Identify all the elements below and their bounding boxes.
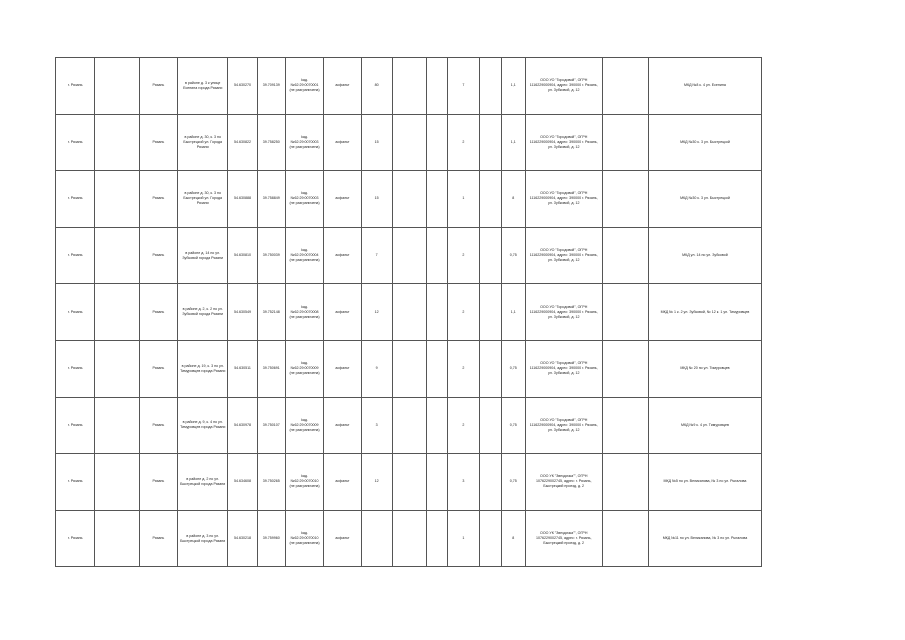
cell-land-plot: kaд.№62:29:0070004 (не разграничена) [285, 227, 323, 284]
cell-empty [95, 171, 139, 228]
table-row [56, 340, 762, 397]
table-row [56, 114, 762, 171]
cell-waste-source: МКД ул. 14 по ул. Зубковой [648, 227, 761, 284]
cell-location: в районе д. 14 по ул. Зубковой города Рязани [178, 227, 228, 284]
cell-empty [602, 510, 648, 567]
cell-district: Рязань [139, 454, 177, 511]
cell-city: г. Рязань [56, 510, 95, 567]
cell-container-volume: 0,75 [501, 397, 525, 454]
table-row [56, 227, 762, 284]
cell-longitude: 39.709139 [257, 58, 285, 115]
cell-longitude: 39.750691 [257, 340, 285, 397]
cell-empty [392, 114, 426, 171]
cell-empty [392, 510, 426, 567]
cell-location: в районе д. 9, к. 4 по ул. Тимуровцев города Рязани [178, 397, 228, 454]
cell-city: г. Рязань [56, 340, 95, 397]
cell-empty [479, 227, 501, 284]
cell-empty [95, 284, 139, 341]
cell-owner: ООО УК "Звездочка"", ОГРН 1076229002745, адрес: г. Рязань, Быстрецкий проезд, д. 2 [525, 510, 602, 567]
cell-empty [427, 454, 448, 511]
cell-empty [602, 171, 648, 228]
cell-city: г. Рязань [56, 397, 95, 454]
cell-longitude: 39.759960 [257, 510, 285, 567]
table-row [56, 510, 762, 567]
cell-empty [602, 114, 648, 171]
cell-container-volume: 8 [501, 510, 525, 567]
cell-empty [95, 510, 139, 567]
cell-latitude: 54.630218 [228, 510, 257, 567]
cell-longitude: 39.750265 [257, 454, 285, 511]
cell-empty [427, 510, 448, 567]
cell-land-plot: kaд.№62:29:0070009 (не разграничена) [285, 340, 323, 397]
cell-empty [95, 114, 139, 171]
cell-empty [427, 171, 448, 228]
cell-empty [427, 284, 448, 341]
cell-latitude: 54.630888 [228, 171, 257, 228]
cell-empty [392, 340, 426, 397]
cell-empty [479, 340, 501, 397]
registry-table [55, 57, 762, 567]
cell-location: в районе д. 19, к. 3 по ул. Тимуровцев города Рязани [178, 340, 228, 397]
cell-empty [602, 454, 648, 511]
cell-empty [392, 454, 426, 511]
cell-latitude: 54.630549 [228, 284, 257, 341]
cell-cover-type: асфальт [324, 510, 361, 567]
cell-empty [479, 397, 501, 454]
cell-empty [602, 340, 648, 397]
cell-area: 7 [361, 227, 392, 284]
cell-container-count: 2 [448, 340, 479, 397]
cell-cover-type: асфальт [324, 58, 361, 115]
cell-area: 12 [361, 284, 392, 341]
cell-area: 12 [361, 454, 392, 511]
cell-waste-source: МКД №5 по ул. Великанова, № 3 по ул. Рыгалова [648, 454, 761, 511]
cell-empty [95, 227, 139, 284]
cell-owner: ООО УО "Городовой", ОГРН 1116229000904, адрес: 390000 г. Рязань, ул. Зубковой, д. 12 [525, 340, 602, 397]
cell-empty [427, 340, 448, 397]
cell-land-plot: kaд.№62:29:0070008 (не разграничена) [285, 284, 323, 341]
cell-container-count: 1 [448, 510, 479, 567]
cell-latitude: 54.630810 [228, 227, 257, 284]
cell-latitude: 54.630978 [228, 397, 257, 454]
cell-container-count: 2 [448, 284, 479, 341]
cell-empty [392, 171, 426, 228]
cell-waste-source: МКД № 1 к. 2 ул. Зубковой, № 12 к. 1 ул. Тимуровцев [648, 284, 761, 341]
cell-owner: ООО УК "Звездочка"", ОГРН 1076229002745, адрес: г. Рязань, Быстрецкий проезд, д. 2 [525, 454, 602, 511]
cell-owner: ООО УО "Городовой", ОГРН 1116229000904, адрес: 390000 г. Рязань, ул. Зубковой, д. 12 [525, 114, 602, 171]
cell-city: г. Рязань [56, 114, 95, 171]
cell-location: в районе д. 30, к. 3 по Быстрецкой ул. Города Рязани [178, 171, 228, 228]
cell-empty [427, 397, 448, 454]
cell-latitude: 54.630270 [228, 58, 257, 115]
cell-cover-type: асфальт [324, 397, 361, 454]
cell-empty [602, 284, 648, 341]
cell-location: в районе д. 30, к. 3 по Быстрецкой ул. Города Рязани [178, 114, 228, 171]
cell-city: г. Рязань [56, 58, 95, 115]
cell-district: Рязань [139, 58, 177, 115]
cell-container-count: 2 [448, 114, 479, 171]
cell-cover-type: асфальт [324, 284, 361, 341]
cell-container-count: 2 [448, 227, 479, 284]
cell-area: 15 [361, 171, 392, 228]
cell-cover-type: асфальт [324, 227, 361, 284]
cell-location: в районе д. 3 по ул. Быстрецкой города Рязани [178, 510, 228, 567]
cell-latitude: 54.634608 [228, 454, 257, 511]
cell-waste-source: МКД №30 к. 3 ул. Быстрецкой [648, 171, 761, 228]
table-row [56, 284, 762, 341]
cell-city: г. Рязань [56, 227, 95, 284]
cell-waste-source: МКД №30 к. 3 ул. Быстрецкой [648, 114, 761, 171]
cell-cover-type: асфальт [324, 454, 361, 511]
cell-owner: ООО УО "Городовой", ОГРН 1116229000904, адрес: 390000 г. Рязань, ул. Зубковой, д. 12 [525, 397, 602, 454]
cell-empty [95, 397, 139, 454]
cell-container-count: 7 [448, 58, 479, 115]
cell-empty [392, 227, 426, 284]
cell-district: Рязань [139, 510, 177, 567]
cell-owner: ООО УО "Городовой", ОГРН 1116229000904, адрес: 390000 г. Рязань, ул. Зубковой, д. 12 [525, 227, 602, 284]
cell-empty [95, 454, 139, 511]
cell-empty [427, 58, 448, 115]
cell-empty [602, 58, 648, 115]
cell-area: 15 [361, 114, 392, 171]
cell-city: г. Рязань [56, 284, 95, 341]
cell-waste-source: МКД №11 по ул. Великанова, № 3 по ул. Рыгалова [648, 510, 761, 567]
table-row [56, 58, 762, 115]
cell-owner: ООО УО "Городовой", ОГРН 1116229000904, адрес: 390000 г. Рязань, ул. Зубковой, д. 12 [525, 284, 602, 341]
cell-city: г. Рязань [56, 454, 95, 511]
cell-district: Рязань [139, 340, 177, 397]
cell-cover-type: асфальт [324, 171, 361, 228]
cell-location: в районе д. 2, к. 2 по ул. Зубковой города Рязани [178, 284, 228, 341]
cell-container-volume: 1,1 [501, 114, 525, 171]
cell-longitude: 39.758849 [257, 171, 285, 228]
cell-cover-type: асфальт [324, 340, 361, 397]
cell-container-volume: 1,1 [501, 284, 525, 341]
cell-land-plot: kaд.№62:29:0070010 (не разграничена) [285, 510, 323, 567]
cell-empty [479, 454, 501, 511]
cell-container-count: 2 [448, 397, 479, 454]
cell-container-volume: 1,1 [501, 58, 525, 115]
cell-district: Рязань [139, 171, 177, 228]
cell-container-count: 1 [448, 171, 479, 228]
cell-container-volume: 8 [501, 171, 525, 228]
cell-empty [602, 397, 648, 454]
cell-area [361, 510, 392, 567]
cell-waste-source: МКД №9 к. 4 ул. Тимуровцев [648, 397, 761, 454]
table-row [56, 454, 762, 511]
cell-cover-type: асфальт [324, 114, 361, 171]
cell-area: 80 [361, 58, 392, 115]
cell-empty [479, 510, 501, 567]
cell-district: Рязань [139, 397, 177, 454]
table-row [56, 171, 762, 228]
cell-waste-source: МКД № 20 по ул. Тимуровцев [648, 340, 761, 397]
cell-land-plot: kaд.№62:29:0070003 (не разграничена) [285, 114, 323, 171]
cell-land-plot: kaд.№62:29:0070003 (не разграничена) [285, 171, 323, 228]
cell-empty [95, 340, 139, 397]
cell-longitude: 39.752148 [257, 284, 285, 341]
cell-empty [479, 171, 501, 228]
cell-location: в районе д. 2 по ул. Быстрецкой города Рязани [178, 454, 228, 511]
cell-latitude: 54.630511 [228, 340, 257, 397]
cell-empty [392, 58, 426, 115]
cell-empty [602, 227, 648, 284]
cell-owner: ООО УО "Городовой", ОГРН 1116229000904, адрес: 390000 г. Рязань, ул. Зубковой, д. 12 [525, 171, 602, 228]
cell-land-plot: kaд.№62:29:0070009 (не разграничена) [285, 397, 323, 454]
cell-container-volume: 0,75 [501, 227, 525, 284]
cell-container-volume: 0,75 [501, 340, 525, 397]
cell-district: Рязань [139, 114, 177, 171]
cell-land-plot: kaд.№62:29:0070010 (не разграничена) [285, 454, 323, 511]
cell-empty [392, 284, 426, 341]
cell-empty [479, 284, 501, 341]
cell-empty [427, 227, 448, 284]
cell-land-plot: kaд.№62:29:0070001 (не разграничена) [285, 58, 323, 115]
cell-empty [392, 397, 426, 454]
cell-container-count: 3 [448, 454, 479, 511]
cell-district: Рязань [139, 227, 177, 284]
cell-empty [479, 58, 501, 115]
cell-longitude: 39.750039 [257, 227, 285, 284]
cell-area: 9 [361, 340, 392, 397]
cell-longitude: 39.750107 [257, 397, 285, 454]
table-row [56, 397, 762, 454]
cell-container-volume: 0,75 [501, 454, 525, 511]
cell-area: 3 [361, 397, 392, 454]
cell-owner: ООО УО "Городовой", ОГРН 1116229000904, адрес: 390000 г. Рязань, ул. Зубковой, д. 12 [525, 58, 602, 115]
cell-location: в районе д. 3 к улице Есенина города Рязани [178, 58, 228, 115]
cell-empty [479, 114, 501, 171]
cell-district: Рязань [139, 284, 177, 341]
cell-latitude: 54.630822 [228, 114, 257, 171]
cell-longitude: 39.758250 [257, 114, 285, 171]
cell-empty [427, 114, 448, 171]
cell-empty [95, 58, 139, 115]
cell-waste-source: МКД №8 к. 4 ул. Есенина [648, 58, 761, 115]
cell-city: г. Рязань [56, 171, 95, 228]
